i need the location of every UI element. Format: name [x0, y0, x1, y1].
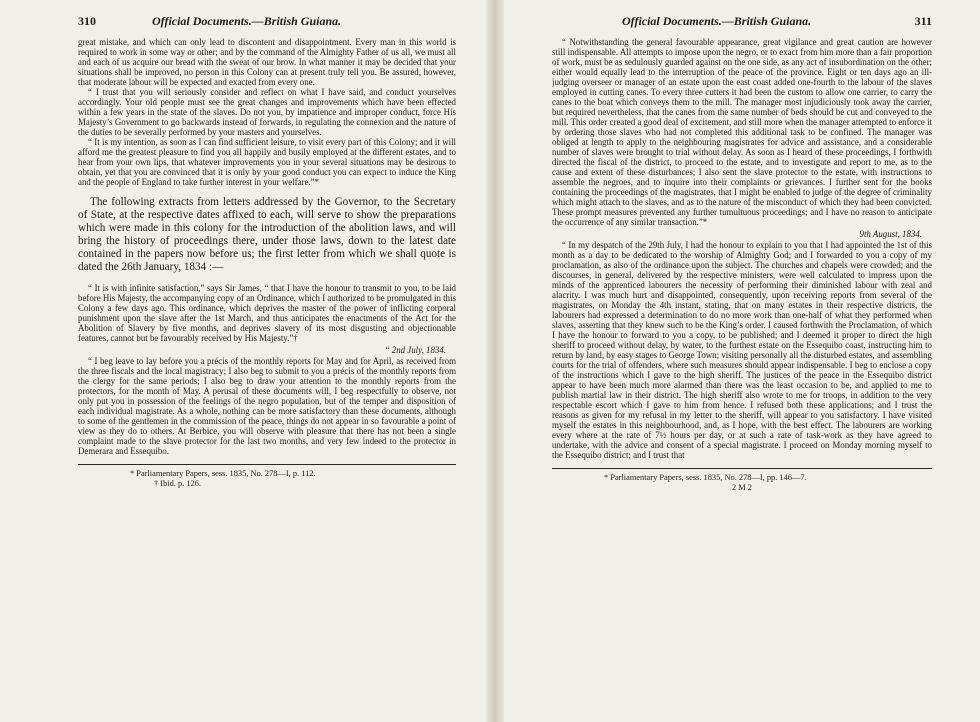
- left-paragraph: “ I trust that you will seriously consider and reflect on what I have said, and conduct yourselves accordingly. Your old people must see the great changes and improvements which have been effected within a few years in the state of the slaves. Do not you, by impatience and improper conduct, force His Majesty’s Government to go backwards instead of forwards, in regulating the connexion and the nature of the duties to be severally performed by your masters and yourselves.: [78, 87, 456, 137]
- right-page: [552, 14, 932, 714]
- left-body-text: [78, 37, 456, 456]
- left-running-title: Official Documents.—British Guiana.: [152, 14, 342, 28]
- book-gutter: [486, 0, 504, 722]
- left-page-header: [78, 14, 456, 32]
- left-footnote: * Parliamentary Papers, sess. 1835, No. 278—I, p. 112.: [130, 469, 316, 478]
- signature-mark: 2 M 2: [731, 483, 752, 492]
- left-paragraph-large: The following extracts from letters addressed by the Governor, to the Secretary of State, at the respective dates affixed to each, will serve to show the preparations which were made in this colony for the introduction of the abolition laws, and will bring the history of proceedings there, under those laws, down to the latest date contained in the papers now before us; the first letter from which we shall quote is dated the 26th January, 1834 :—: [78, 196, 456, 273]
- left-paragraph: great mistake, and which can only lead to discontent and disappointment. Every man in this world is required to work in some way or other; and by the command of the Almighty Father of us all, we must all and each of us acquire our bread with the sweat of our brow. In what manner it may be decided that your situations shall be improved, no person in this Colony can at present truly tell you. Be assured, however, that moderate labour will be expected and exacted from every one.: [78, 37, 456, 87]
- left-page-number: 310: [78, 14, 96, 28]
- right-running-title: Official Documents.—British Guiana.: [622, 14, 812, 28]
- left-paragraph: “ I beg leave to lay before you a précis of the monthly reports for May and for April, as received from the three fiscals and the local magistracy; I also beg to submit to you a précis of the monthly reports from the clergy for the same periods; I also beg to draw your attention to the monthly reports from the protectors, for the month of May. A perusal of these documents will, I beg respectfully to observe, not only put you in possession of the feelings of the negro population, but of the temper and disposition of each individual magistrate. As a whole, nothing can be more satisfactory than these documents, although to some of the gentlemen in the commission of the peace, things do not appear in so favourable a point of view as they do to others. At Berbice, you will observe with pleasure that there has not been a single complaint made to the slave protector for the last two months, and very few indeed to the protector in Demerara and Essequibo.: [78, 356, 456, 456]
- right-paragraph: “ In my despatch of the 29th July, I had the honour to explain to you that I had appointed the 1st of this month as a day to be dedicated to the worship of Almighty God; and I forwarded to you a copy of my proclamation, as also of the ordinance upon the subject. The churches and chapels were crowded; and the discourses, in general, delivered by the respective ministers, were well calculated to impress upon the minds of the apprenticed labourers the necessity of performing their diminished labour with zeal and alacrity. I was much hurt and disappointed, consequently, upon receiving reports from several of the magistrates, on Monday the 4th instant, stating, that on many estates in their respective districts, the labourers had expressed a determination to do no more work than one-half of what they performed when slaves, asserting that they knew such to be the King’s order. I caused forthwith the Proclamation, of which I have the honour to forward to you a copy, to be published; and I deemed it proper to direct the high sheriff to proceed without delay, by water, to the furthest estate on the Essequibo coast, instructing him to return by land, by easy stages to George Town; visiting personally all the disturbed estates, and assembling courts for the trial of offenders, where such measures should appear indispensable. I beg to enclose a copy of the instructions which I gave to the high sheriff. The justices of the peace in the Essequibo district appear to have been much more alarmed than there was the least occasion to be, and applied to me to publish martial law in their district. The high sheriff also wrote to me for troops, in addition to the very respectable escort which I gave to him from hence. I refused both these applications; and I trust the reasons as given for my refusal in my letter to the sheriff, will appear to you satisfactory. I have visited myself the estates in this neighbourhood, and, as I hope, with the best effect. The labourers are working every where at the rate of 7½ hours per day, or at such a rate of task-work as they have agreed to undertake, with the advice and consent of a special magistrate. I proceed on Monday morning myself to the Essequibo district; and I trust that: [552, 240, 932, 460]
- right-page-number: 311: [914, 14, 932, 28]
- left-footnotes: [78, 469, 456, 489]
- right-dateline: 9th August, 1834.: [859, 229, 922, 239]
- right-page-header: [552, 14, 932, 32]
- right-paragraph: “ Notwithstanding the general favourable appearance, great vigilance and great caution are however still indispensable. All attempts to impose upon the negro, or to exact from him more than a fair proportion of work, must be as sedulously guarded against on the one side, as any act of insubordination on the other; either would equally lead to the interruption of the peace of the province. Eight or ten days ago an ill-judging overseer or manager of an estate upon the east coast added one-fourth to the labour of the slaves employed in cutting canes. To every three cutters it had been the custom to allow one carrier, to carry the canes to the boat which conveys them to the mill. The manager most injudiciously took away the carrier, but required nevertheless, that the canes from the same number of beds should be cut and conveyed to the mill. This order created a good deal of excitement, and still more when the manager attempted to enforce it by ordering those slaves who had not completed this additional task to be confined. The manager was obliged at length to apply to the neighbouring magistrates for advice and assistance, and a considerable number of slaves were brought to trial without delay. As soon as I heard of these proceedings, I forthwith directed the fiscal of the district, to proceed to the estate, and to investigate and report to me, as to the cause and extent of these disturbances; I also sent the slave protector to the estate, with instructions to assemble the negroes, and to inquire into their complaints or grievances. I further sent for the books containing the proceedings of the magistrates, that I might be enabled to judge of the degree of criminality which might attach to the slaves, and as to the nature of the misconduct of which they had been convicted. These prompt measures prevented any further tumultuous proceedings; and I have no reason to anticipate the occurrence of any similar transaction.”*: [552, 37, 932, 227]
- right-body-text: [552, 37, 932, 460]
- left-page: [78, 14, 456, 714]
- left-paragraph: “ It is my intention, as soon as I can find sufficient leisure, to visit every part of this Colony; and it will afford me the greatest pleasure to find you all happily and busily employed at the different estates, and to hear from your own lips, that whatever improvements you in your several situations may be desirous to obtain, yet that you are convinced that it is only by your good conduct you can expect to induce the King and the people of England to take further interest in your welfare.”*: [78, 137, 456, 187]
- right-footnotes: [552, 473, 932, 493]
- left-footnote-rule: [78, 464, 456, 465]
- left-dateline: “ 2nd July, 1834.: [384, 345, 446, 355]
- left-footnote: † Ibid. p. 126.: [154, 479, 201, 488]
- right-footnote: * Parliamentary Papers, sess. 1835, No. 278—I, pp. 146—7.: [604, 473, 807, 482]
- right-footnote-rule: [552, 468, 932, 469]
- left-paragraph: “ It is with infinite satisfaction,” says Sir James, “ that I have the honour to transmit to you, to be laid before His Majesty, the accompanying copy of an Ordinance, which I authorized to be promulgated in this Colony a few days ago. This ordinance, which deprives the master of the power of inflicting corporal punishment upon the slave after the 1st March, and thus anticipates the enactments of the Act for the Abolition of Slavery by five months, and deprives slavery of its most disgusting and objectionable features, cannot but be favourably received by His Majesty.”†: [78, 283, 456, 343]
